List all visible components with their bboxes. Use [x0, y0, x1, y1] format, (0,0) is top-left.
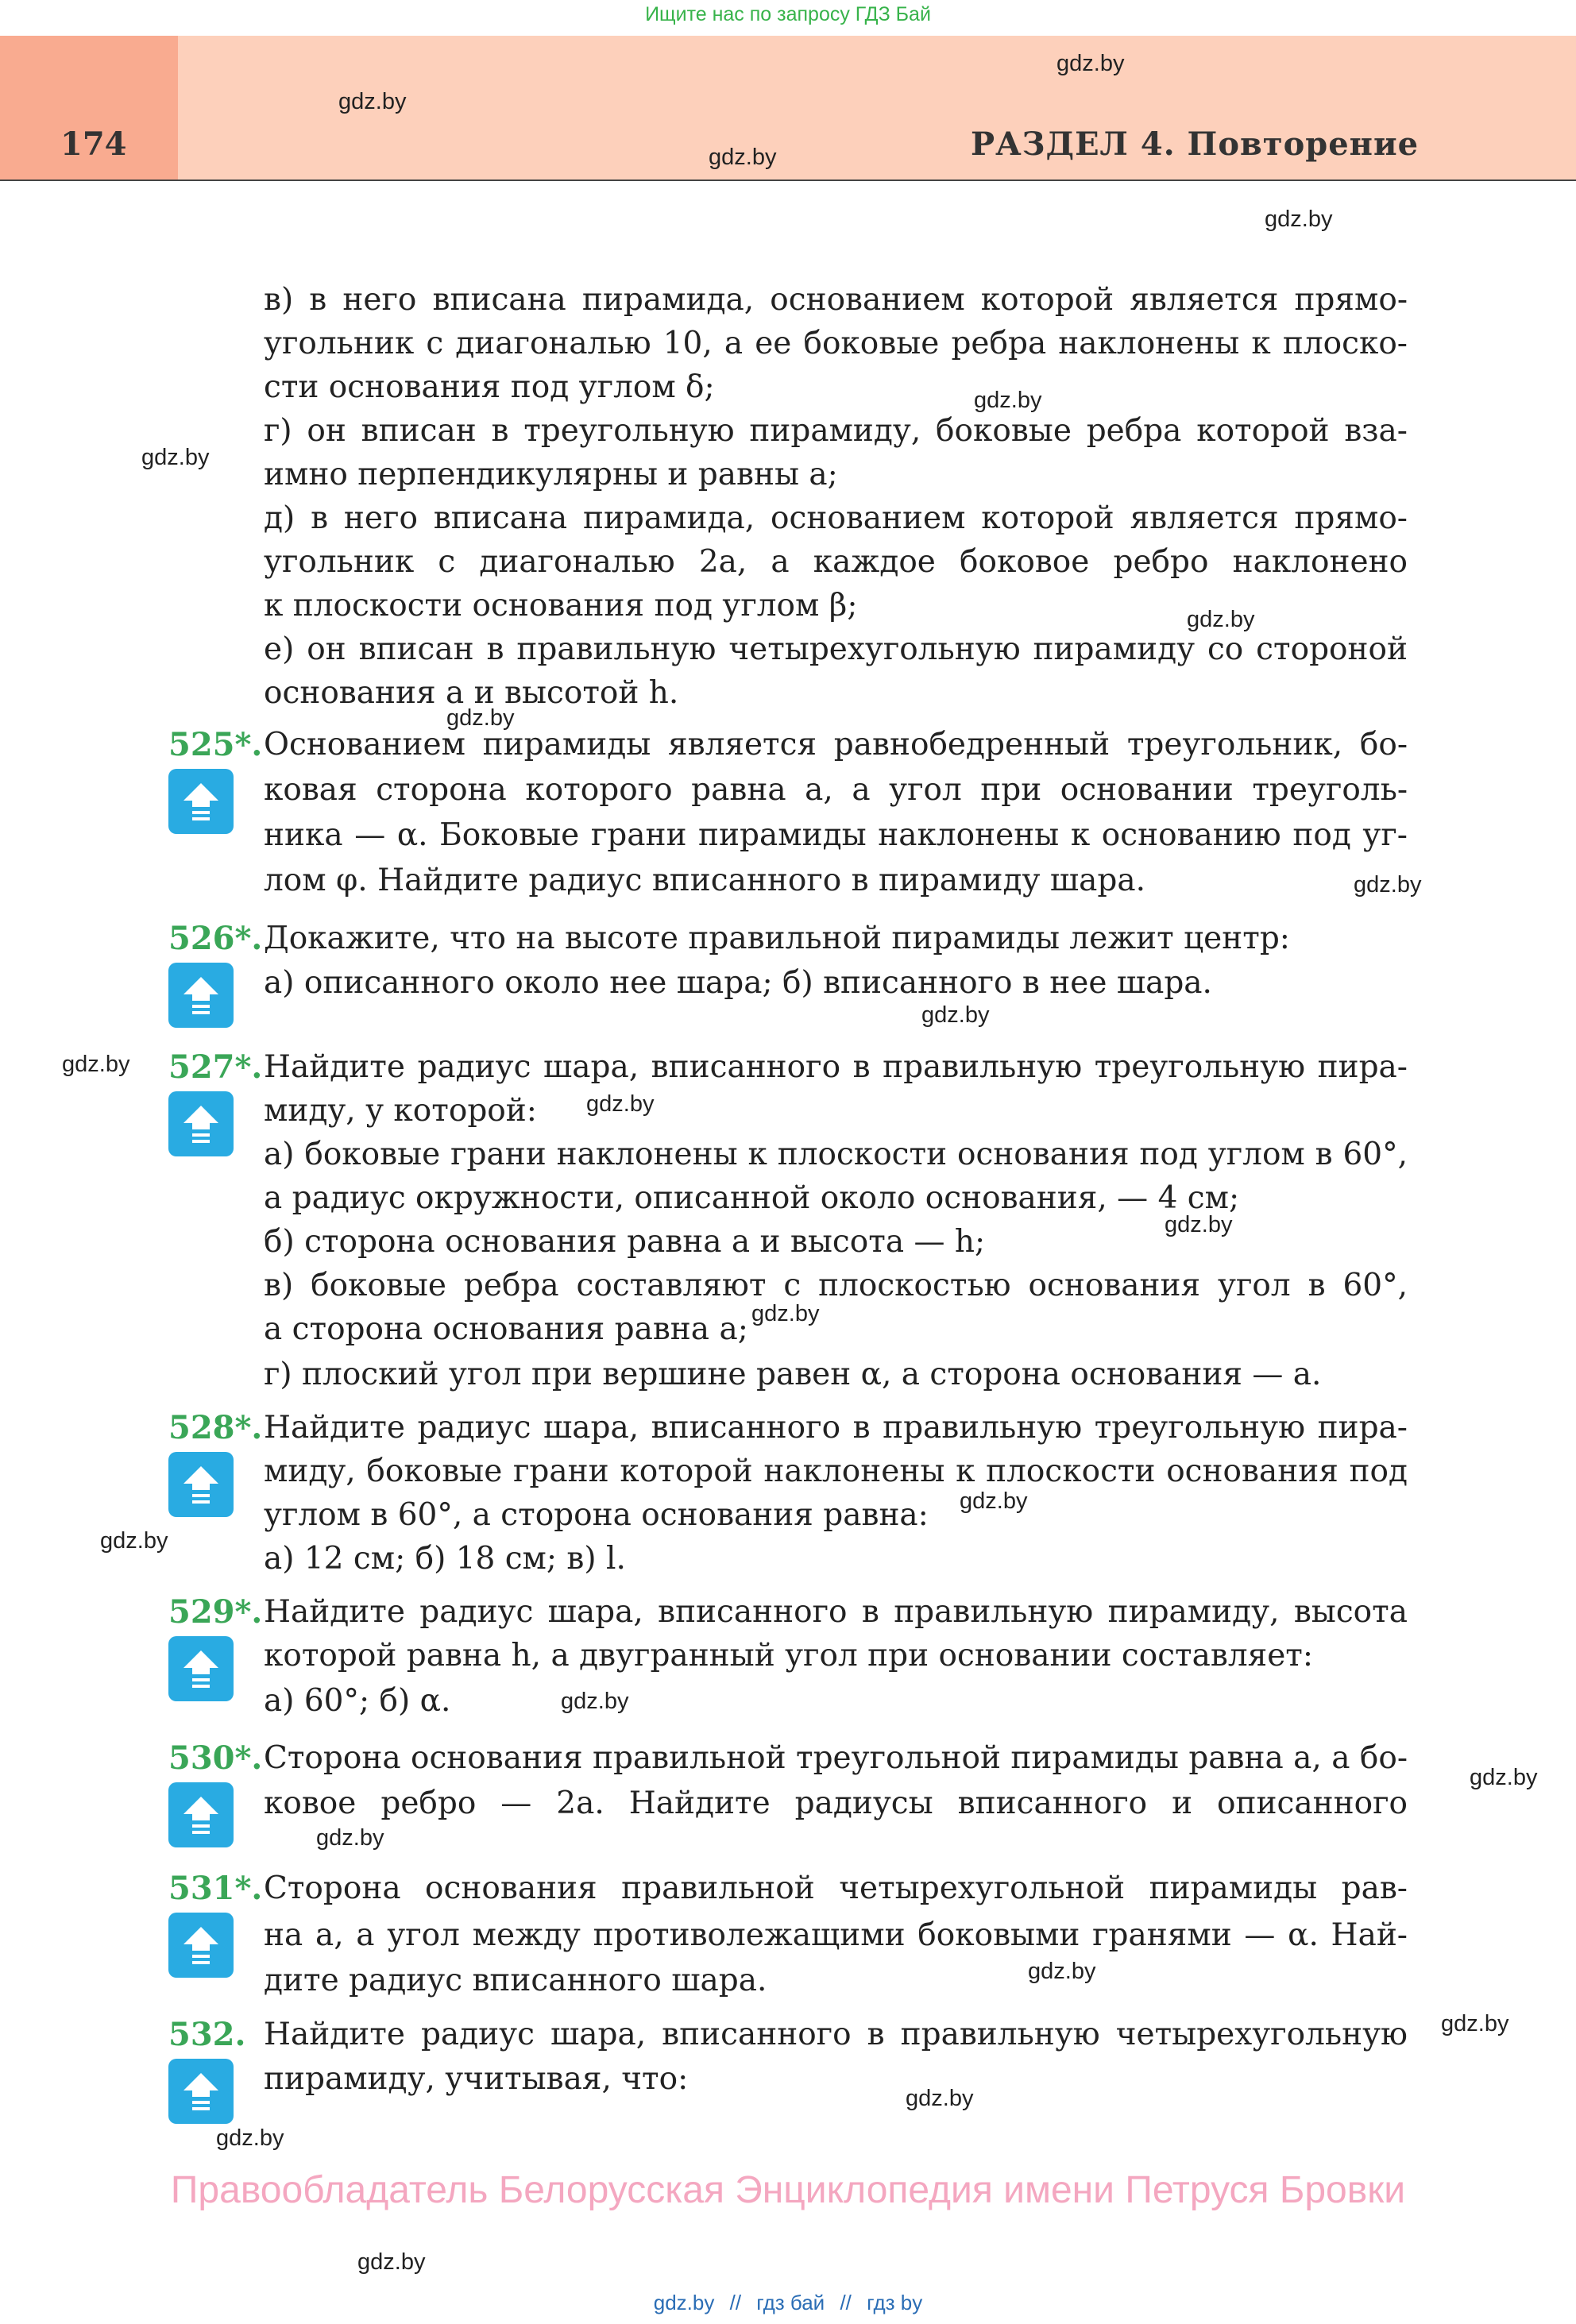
link-separator: //	[729, 2291, 742, 2314]
text-line: на a, а угол между противолежащими боковыми гранями — α. Най-	[264, 1917, 1408, 1953]
watermark: gdz.by	[906, 2086, 974, 2111]
watermark: gdz.by	[1056, 51, 1125, 76]
hint-icon[interactable]	[168, 963, 234, 1028]
copyright-footer: Правообладатель Белорусская Энциклопедия имени Петруся Бровки	[170, 2169, 1406, 2211]
header-divider	[0, 180, 1576, 181]
watermark: gdz.by	[1470, 1765, 1538, 1790]
text-line: а сторона основания равна a;	[264, 1311, 748, 1347]
text-line: миду, боковые грани которой наклонены к плоскости основания под	[264, 1453, 1408, 1489]
watermark: gdz.by	[338, 89, 407, 114]
text-line: которой равна h, а двугранный угол при основании составляет:	[264, 1638, 1313, 1674]
link-separator: //	[840, 2291, 852, 2314]
link-gdz-by[interactable]: gdz.by	[653, 2291, 715, 2314]
problem-number: 528*.	[168, 1409, 263, 1446]
text-line: Найдите радиус шара, вписанного в правильную четырехугольную	[264, 2017, 1408, 2052]
bottom-links	[0, 2291, 1576, 2315]
text-line: лом φ. Найдите радиус вписанного в пирамиду шара.	[264, 863, 1145, 898]
watermark: gdz.by	[586, 1091, 655, 1117]
problem-number: 532.	[168, 2016, 246, 2053]
hint-icon[interactable]	[168, 769, 234, 834]
watermark: gdz.by	[960, 1488, 1028, 1514]
text-line: ковое ребро — 2a. Найдите радиусы вписанного и описанного	[264, 1785, 1408, 1821]
text-line: Основанием пирамиды является равнобедренный треугольник, бо-	[264, 727, 1408, 762]
text-line: а) описанного около нее шара; б) вписанного в нее шара.	[264, 965, 1212, 1001]
problem-number: 525*.	[168, 726, 263, 763]
watermark: gdz.by	[1165, 1212, 1233, 1237]
watermark: gdz.by	[974, 388, 1042, 413]
text-line: в) в него вписана пирамида, основанием которой является прямо-	[264, 282, 1408, 318]
link-gdz-by-ru[interactable]: гдз by	[867, 2291, 923, 2314]
hint-icon[interactable]	[168, 1913, 234, 1978]
text-line: дите радиус вписанного шара.	[264, 1963, 767, 1998]
watermark: gdz.by	[709, 145, 777, 170]
text-line: а) боковые грани наклонены к плоскости основания под углом в 60°,	[264, 1137, 1408, 1172]
text-line: а) 60°; б) α.	[264, 1683, 451, 1719]
page-number: 174	[60, 125, 127, 163]
problem-number: 530*.	[168, 1739, 263, 1777]
text-line: основания a и высотой h.	[264, 675, 679, 711]
watermark: gdz.by	[1265, 207, 1333, 232]
problem-number: 531*.	[168, 1870, 263, 1907]
watermark: gdz.by	[141, 445, 210, 470]
text-line: б) сторона основания равна a и высота — h;	[264, 1224, 986, 1260]
text-line: ковая сторона которого равна a, а угол при основании треуголь-	[264, 772, 1408, 808]
text-line: ника — α. Боковые грани пирамиды наклонены к основанию под уг-	[264, 817, 1408, 853]
text-line: Найдите радиус шара, вписанного в правильную пирамиду, высота	[264, 1594, 1408, 1630]
text-line: а радиус окружности, описанной около основания, — 4 см;	[264, 1180, 1240, 1216]
problem-number: 527*.	[168, 1048, 263, 1086]
watermark: gdz.by	[921, 1002, 990, 1028]
watermark: gdz.by	[357, 2249, 426, 2275]
hint-icon[interactable]	[168, 1782, 234, 1847]
text-line: в) боковые ребра составляют с плоскостью основания угол в 60°,	[264, 1268, 1408, 1303]
problem-number: 526*.	[168, 920, 263, 957]
text-line: е) он вписан в правильную четырехугольную пирамиду со стороной	[264, 631, 1408, 667]
text-line: к плоскости основания под углом β;	[264, 588, 858, 623]
text-line: г) он вписан в треугольную пирамиду, боковые ребра которой вза-	[264, 413, 1408, 449]
link-gdz-bai[interactable]: гдз бай	[756, 2291, 825, 2314]
text-line: Найдите радиус шара, вписанного в правильную треугольную пира-	[264, 1410, 1408, 1446]
watermark: gdz.by	[1187, 607, 1255, 632]
text-line: Докажите, что на высоте правильной пирамиды лежит центр:	[264, 921, 1290, 956]
watermark: gdz.by	[751, 1301, 820, 1326]
text-line: сти основания под углом δ;	[264, 369, 715, 405]
watermark: gdz.by	[1028, 1959, 1096, 1984]
top-banner: Ищите нас по запросу ГДЗ Бай	[645, 3, 931, 25]
watermark: gdz.by	[216, 2125, 284, 2151]
watermark: gdz.by	[446, 705, 515, 731]
hint-icon[interactable]	[168, 2059, 234, 2124]
text-line: углом в 60°, а сторона основания равна:	[264, 1497, 929, 1533]
text-line: д) в него вписана пирамида, основанием которой является прямо-	[264, 500, 1408, 536]
text-line: пирамиду, учитывая, что:	[264, 2061, 689, 2097]
text-line: имно перпендикулярны и равны a;	[264, 457, 838, 492]
text-line: угольник с диагональю 10, а ее боковые ребра наклонены к плоско-	[264, 326, 1408, 361]
text-line: г) плоский угол при вершине равен α, а сторона основания — a.	[264, 1357, 1322, 1392]
hint-icon[interactable]	[168, 1091, 234, 1156]
watermark: gdz.by	[1354, 872, 1422, 898]
watermark: gdz.by	[561, 1689, 629, 1714]
section-title: РАЗДЕЛ 4. Повторение	[971, 125, 1420, 163]
text-line: Сторона основания правильной треугольной пирамиды равна a, а бо-	[264, 1740, 1408, 1776]
watermark: gdz.by	[316, 1825, 384, 1851]
text-line: Сторона основания правильной четырехугольной пирамиды рав-	[264, 1870, 1408, 1906]
hint-icon[interactable]	[168, 1452, 234, 1517]
text-line: а) 12 см; б) 18 см; в) l.	[264, 1541, 626, 1577]
watermark: gdz.by	[100, 1528, 168, 1554]
hint-icon[interactable]	[168, 1636, 234, 1701]
text-line: миду, у которой:	[264, 1093, 537, 1129]
text-line: угольник с диагональю 2a, а каждое боковое ребро наклонено	[264, 544, 1408, 580]
watermark: gdz.by	[1441, 2011, 1509, 2036]
text-line: Найдите радиус шара, вписанного в правильную треугольную пира-	[264, 1049, 1408, 1085]
watermark: gdz.by	[62, 1052, 130, 1077]
problem-number: 529*.	[168, 1593, 263, 1631]
